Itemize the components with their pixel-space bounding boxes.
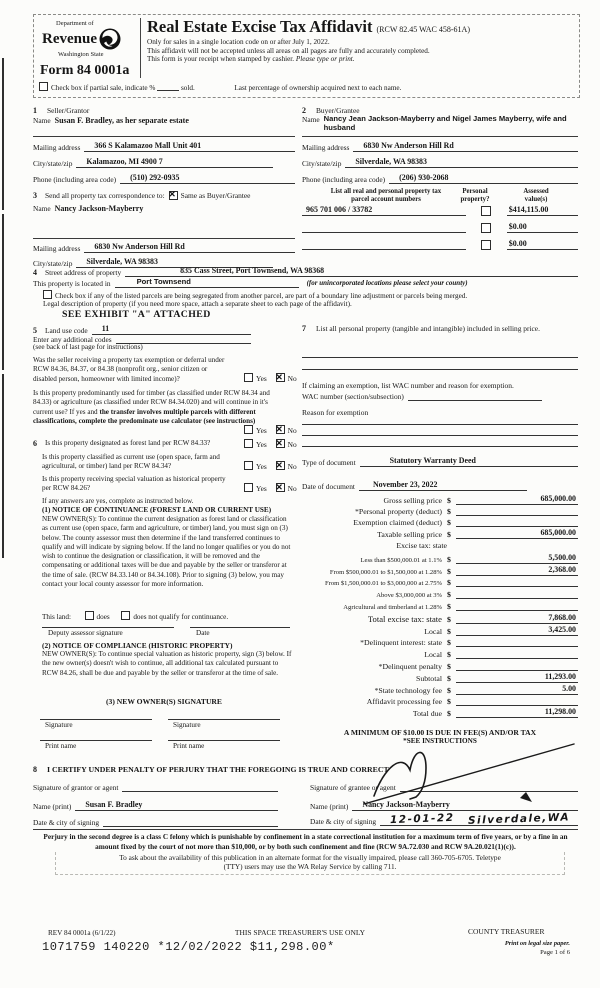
tax-row: *Delinquent interest: state $: [302, 637, 578, 647]
reason-exemption-label: Reason for exemption: [302, 408, 369, 417]
tax-row: *State technology fee $ 5.00: [374, 684, 576, 695]
header-note-1: Only for sales in a single location code on or after July 1, 2022.: [147, 38, 330, 46]
print-name-label: Print name: [173, 742, 205, 750]
this-land-label: This land:: [42, 613, 71, 621]
partial-sale-percent-input[interactable]: [157, 90, 179, 91]
parcel-value-input[interactable]: $414,115.00: [507, 205, 578, 216]
treasurer-stamp: 1071759 140220 *12/02/2022 $11,298.00*: [42, 940, 335, 954]
rule: [33, 238, 295, 239]
parcel-personal-checkbox[interactable]: [481, 240, 491, 250]
tax-row: *Personal property (deduct) $: [302, 506, 578, 516]
section3-label: Send all property tax correspondence to:: [45, 191, 165, 200]
excise-tax-header: Excise tax: state: [396, 541, 447, 550]
tax-row: Affidavit processing fee $: [302, 696, 578, 706]
segregated-checkbox[interactable]: [43, 290, 52, 299]
personal-property-label: List all personal property (tangible and intangible) included in selling price.: [316, 324, 540, 333]
header-divider: [140, 18, 141, 78]
grantor-name-input[interactable]: Susan F. Bradley: [75, 800, 278, 811]
exemption-claim-label: If claiming an exemption, list WAC number and reason for exemption.: [302, 381, 514, 390]
yes-label: Yes: [256, 440, 267, 449]
date-city-label: Date & city of signing: [33, 818, 100, 827]
located-in-input[interactable]: Port Townsend: [115, 277, 299, 288]
section4-number: 4: [33, 268, 37, 277]
checkbox-icon[interactable]: [244, 483, 253, 492]
tax-row: Exemption claimed (deduct) $: [302, 517, 578, 527]
compliance-title: (2) NOTICE OF COMPLIANCE (HISTORIC PROPERTY): [42, 641, 233, 650]
wac-number-row: [302, 391, 542, 401]
no-label: No: [287, 440, 297, 449]
tax-row: Local $: [302, 649, 578, 659]
forest-yn: [237, 439, 297, 449]
agency-sub-label: Washington State: [58, 51, 104, 58]
rev-number: REV 84 0001a (6/1/22): [48, 929, 116, 937]
buyer-phone-input[interactable]: (206) 930-2068: [389, 173, 578, 184]
parcel-row: [302, 222, 578, 233]
revenue-swirl-icon: [98, 27, 122, 51]
agency-name-label: Revenue: [42, 31, 97, 47]
scan-artifact-line: [2, 214, 4, 370]
ownership-note: Last percentage of ownership acquired next to each name.: [234, 84, 402, 92]
header-box: [33, 14, 580, 98]
same-as-buyer-checkbox[interactable]: [169, 191, 178, 200]
segregated-row: [43, 290, 578, 300]
print-name-label: Print name: [45, 742, 77, 750]
parcel-value-input[interactable]: $0.00: [507, 239, 578, 250]
street-address-row: [33, 266, 578, 277]
grantee-date-city-row: [310, 811, 578, 827]
page-title: Real Estate Excise Tax Affidavit: [147, 17, 373, 36]
same-as-buyer-label: Same as Buyer/Grantee: [180, 191, 251, 200]
checkbox-icon[interactable]: [244, 461, 253, 470]
document-type-input[interactable]: Statutory Warranty Deed: [360, 456, 578, 467]
section6-number: 6: [33, 439, 37, 449]
checkbox-icon[interactable]: [244, 425, 253, 434]
mailing-label: Mailing address: [33, 244, 81, 253]
legal-description-value[interactable]: SEE EXHIBIT "A" ATTACHED: [62, 309, 211, 320]
owner-signature-line[interactable]: [40, 719, 152, 720]
does-checkbox[interactable]: [85, 611, 94, 620]
agency-top-label: Department of: [56, 20, 94, 27]
current-use-question: Is this property classified as current use (open space, farm and agricultural, or timber) land per RCW 84.34?: [42, 453, 220, 471]
checkbox-checked-icon[interactable]: [276, 461, 285, 470]
tax-value-input[interactable]: [456, 589, 578, 599]
tax-value-input[interactable]: 5,500.00: [456, 553, 578, 564]
tax-row: From $1,500,000.01 to $3,000,000 at 2.75% $: [302, 577, 578, 587]
grantor-name-row: [33, 800, 278, 811]
tax-value-input[interactable]: 11,298.00: [456, 707, 578, 718]
tax-value-input[interactable]: [456, 696, 578, 706]
partial-sale-row: [39, 82, 401, 92]
name-label: Name: [302, 115, 320, 124]
document-type-row: [302, 456, 578, 467]
tax-row: From $500,000.01 to $1,500,000 at 1.28% $ 2,368.00: [329, 565, 576, 576]
section5-number: 5: [33, 326, 37, 335]
county-treasurer-label: COUNTY TREASURER: [468, 927, 545, 936]
header-note-3: This form is your receipt when stamped by cashier.: [147, 55, 296, 64]
timber-yn: [237, 425, 297, 435]
certify-statement: I CERTIFY UNDER PENALTY OF PERJURY THAT THE FOREGOING IS TRUE AND CORRECT: [47, 765, 389, 774]
buyer-name-input[interactable]: Nancy Jean Jackson-Mayberry and Nigel James Mayberry, wife and husband: [323, 114, 567, 132]
tax-value-input[interactable]: 11,293.00: [456, 672, 578, 683]
document-type-label: Type of document: [302, 458, 356, 467]
deputy-signature-line[interactable]: [42, 627, 174, 628]
section1-header: [33, 106, 295, 115]
header-title-block: [147, 17, 575, 64]
grantor-date-city-input[interactable]: [103, 817, 278, 827]
section7-number: 7: [302, 324, 306, 333]
tax-value-input[interactable]: 5.00: [456, 684, 578, 695]
no-label: No: [287, 484, 297, 493]
segregated-label: Check box if any of the listed parcels are being segregated from another parcel, are part of a boundary line adjustment or parcels being merged.: [55, 292, 468, 300]
buyer-phone-row: [302, 173, 578, 184]
scan-artifact-line: [2, 58, 4, 210]
historic-yn: [237, 483, 297, 493]
tax-value-input[interactable]: [456, 601, 578, 611]
correspondence-name-row: [33, 204, 295, 213]
tax-row: Total due $ 11,298.00: [412, 707, 576, 718]
seller-phone-input[interactable]: (510) 292-0935: [120, 173, 295, 184]
header-note-2: This affidavit will not be accepted unless all areas on all pages are fully and accurately completed.: [147, 46, 430, 55]
grantee-date-city-input[interactable]: [380, 811, 578, 827]
seller-phone-row: [33, 173, 295, 184]
mailing-label: Mailing address: [33, 143, 81, 152]
tax-value-input[interactable]: [456, 661, 578, 671]
additional-codes-label: Enter any additional codes: [33, 335, 112, 344]
city-label: City/state/zip: [302, 159, 342, 168]
deputy-date-label: Date: [196, 629, 210, 637]
tax-value-input[interactable]: 685,000.00: [456, 528, 578, 539]
tax-row: Gross selling price $ 685,000.00: [383, 494, 576, 505]
see-instructions-note: *SEE INSTRUCTIONS: [403, 737, 477, 745]
name-print-label: Name (print): [33, 802, 72, 811]
grantee-signature-scrawl: [360, 738, 578, 810]
does-not-checkbox[interactable]: [121, 611, 130, 620]
personal-property-line[interactable]: [302, 369, 578, 370]
buyer-city-input[interactable]: Silverdale, WA 98383: [345, 157, 578, 168]
new-owners-signature-title: (3) NEW OWNER(S) SIGNATURE: [106, 697, 222, 706]
seller-city-input[interactable]: Kalamazoo, MI 4900 7: [76, 157, 273, 168]
city-label: City/state/zip: [33, 259, 73, 268]
tax-value-input[interactable]: [456, 649, 578, 659]
land-use-input[interactable]: 11: [92, 324, 251, 335]
seller-city-row: [33, 157, 273, 168]
answers-note: If any answers are yes, complete as instructed below.: [42, 497, 194, 505]
tax-value-input[interactable]: [456, 506, 578, 516]
rule: [33, 829, 578, 830]
timber-question: [33, 389, 275, 426]
owner-signature-line[interactable]: [168, 719, 280, 720]
buyer-mailing-row: [302, 141, 578, 152]
section1-title: Seller/Grantor: [47, 106, 90, 115]
does-label: does: [96, 613, 110, 621]
handwritten-date: 12-01-22: [389, 811, 455, 827]
section2-number: 2: [302, 106, 306, 115]
deputy-date-line[interactable]: [190, 627, 290, 628]
located-in-row: [33, 277, 578, 288]
parcel-personal-header: Personal property?: [460, 188, 490, 203]
checkbox-checked-icon[interactable]: [276, 373, 285, 382]
form-number: Form 84 0001a: [40, 63, 130, 78]
tax-value-input[interactable]: [456, 517, 578, 527]
correspondence-mailing-input[interactable]: 6830 Nw Anderson Hill Rd: [84, 242, 295, 253]
checkbox-checked-icon[interactable]: [276, 439, 285, 448]
historic-question: Is this property receiving special valuation as historical property per RCW 84.26?: [42, 475, 226, 493]
grantor-signature-input[interactable]: [122, 782, 278, 792]
tax-row: Less than $500,000.01 at 1.1% $ 5,500.00: [360, 553, 576, 564]
checkbox-icon[interactable]: [244, 373, 253, 382]
parcel-row: [302, 205, 578, 216]
tax-row: Taxable selling price $ 685,000.00: [377, 528, 576, 539]
yes-label: Yes: [256, 484, 267, 493]
tax-row: *Delinquent penalty $: [302, 661, 578, 671]
name-label: Name: [33, 204, 51, 213]
parcel-row: [302, 239, 578, 250]
date-city-label: Date & city of signing: [310, 817, 377, 826]
buyer-mailing-input[interactable]: 6830 Nw Anderson Hill Rd: [353, 141, 578, 152]
exemption-yn: [237, 373, 297, 383]
revenue-logo: [42, 20, 122, 58]
checkbox-checked-icon[interactable]: [276, 483, 285, 492]
tax-value-input[interactable]: [456, 577, 578, 587]
seller-mailing-input[interactable]: 366 S Kalamazoo Mall Unit 401: [84, 141, 295, 152]
located-in-label: This property is located in: [33, 279, 111, 288]
correspondence-mailing-row: [33, 242, 295, 253]
buyer-name-row: [302, 115, 578, 132]
yes-label: Yes: [256, 374, 267, 383]
treasurer-use-label: THIS SPACE TREASURER'S USE ONLY: [234, 928, 366, 937]
tax-row: Above $3,000,000 at 3% $: [302, 589, 578, 599]
rule: [302, 136, 578, 137]
seller-mailing-row: [33, 141, 295, 152]
rule: [33, 136, 295, 137]
section1-number: 1: [33, 106, 37, 115]
yes-label: Yes: [256, 462, 267, 471]
minimum-due-note: A MINIMUM OF $10.00 IS DUE IN FEE(S) AND/OR TAX: [343, 728, 537, 737]
reason-exemption-line[interactable]: [302, 424, 578, 425]
name-label: Name: [33, 116, 51, 125]
compliance-body: NEW OWNER(S): To continue special valuation as historic property, sign (3) below. If the new owner(s) doesn't wish to continue, all additional tax calculated pursuant to RCW 84.26, shall be due and payable by the seller or transferor at the time of sale.: [42, 650, 292, 677]
tax-value-input[interactable]: [456, 637, 578, 647]
current-use-yn: [237, 461, 297, 471]
checkbox-checked-icon[interactable]: [276, 425, 285, 434]
additional-codes-note: (see back of last page for instructions): [33, 343, 143, 351]
tax-value-input[interactable]: 2,368.00: [456, 565, 578, 576]
no-label: No: [287, 462, 297, 471]
document-date-input[interactable]: November 23, 2022: [359, 480, 527, 491]
city-label: City/state/zip: [33, 159, 73, 168]
legal-description-label: Legal description of property (if you need more space, attach a separate sheet to each page of the affidavit).: [43, 300, 352, 308]
legal-size-note: Print on legal size paper.: [504, 940, 570, 947]
grantee-name-input[interactable]: Nancy Jackson-Mayberry: [352, 800, 578, 811]
alternate-format-note: [55, 852, 565, 875]
wac-number-input[interactable]: [408, 391, 542, 401]
timber-question-bold: the transfer involves multiple parcels with different classifications, complete the predominate use calculator (see instructions): [33, 407, 256, 425]
no-label: No: [287, 374, 297, 383]
continuance-body-1: NEW OWNER(S): To continue the current designation as forest land or classification as current use (open space, farm and agriculture, or timber) land, you must sign on (3) below. The county assessor must then determine if the land transferred continues to qualify and will indicate by signing below. If the land no longer qualifies or you do not wish to continue the designation or classification, it will be removed and the compensating or additional taxes will be due and payable by the seller or transferor at the time of sale. (RCW 84.33.140 or 84.34.108). Prior to signing (3) below, you may contact your local county assessor for more information.: [42, 515, 291, 589]
perjury-statement: Perjury in the second degree is a class C felony which is punishable by confinement in a state correctional institution for a maximum term of five years, or by a fine in an amount fixed by the court of not more than $10,000, or by both such confinement and fine (RCW 9A.72.030 and RCW 9A.20.021(1)(c)).: [43, 832, 568, 851]
owner-print-line[interactable]: [40, 740, 152, 741]
parcel-assessed-header: Assessed value(s): [523, 188, 549, 203]
tax-value-input[interactable]: 7,868.00: [456, 613, 578, 624]
tax-row: Agricultural and timberland at 1.28% $: [302, 601, 578, 611]
yes-label: Yes: [256, 426, 267, 435]
parcel-number-input[interactable]: [302, 240, 466, 250]
deputy-signature-label: Deputy assessor signature: [48, 629, 123, 637]
seller-name-input[interactable]: Susan F. Bradley, as her separate estate: [54, 116, 189, 125]
tax-row: Local $ 3,425.00: [424, 625, 576, 636]
street-address-label: Street address of property: [45, 268, 122, 277]
forest-question-row: [33, 439, 233, 448]
forest-question: Is this property designated as forest land per RCW 84.33?: [45, 439, 211, 447]
section2-title: Buyer/Grantee: [316, 106, 360, 115]
reason-exemption-line[interactable]: [302, 446, 578, 447]
section7-header: [302, 324, 578, 333]
section3-header: [33, 191, 295, 200]
parcel-number-input[interactable]: [302, 223, 466, 233]
timber-question-normal: Is this property predominantly used for timber (as classified under RCW 84.34 and 84.33) or agriculture (as classified under RCW 84.34.020) and will continue in it's current use? If yes and: [33, 389, 270, 416]
tax-value-input[interactable]: 3,425.00: [456, 625, 578, 636]
phone-label: Phone (including area code): [302, 175, 386, 184]
partial-sale-label: Check box if partial sale, indicate %: [51, 84, 156, 92]
scan-artifact-line: [2, 374, 4, 558]
grantee-signature-label: Signature of grantee or agent: [310, 783, 396, 792]
parcel-numbers-header: List all real and personal property tax parcel account numbers: [330, 188, 442, 203]
handwritten-city: Silverdale,WA: [467, 811, 571, 827]
tax-row: Total excise tax: state $ 7,868.00: [367, 613, 576, 624]
does-not-label: does not qualify for continuance.: [133, 613, 229, 621]
buyer-city-row: [302, 157, 578, 168]
page-indicator: Page 1 of 6: [540, 949, 570, 956]
alternate-format-line2: (TTY) users may use the WA Relay Service by calling 711.: [223, 862, 397, 871]
document-date-label: Date of document: [302, 482, 355, 491]
reason-exemption-line[interactable]: [302, 435, 578, 436]
parcel-personal-checkbox[interactable]: [481, 206, 491, 216]
seller-name-row: [33, 116, 295, 125]
phone-label: Phone (including area code): [33, 175, 117, 184]
grantor-signature-row: [33, 782, 278, 792]
document-date-row: [302, 480, 527, 491]
partial-sale-checkbox[interactable]: [39, 82, 48, 91]
grantor-date-city-row: [33, 817, 278, 827]
exemption-question: Was the seller receiving a property tax exemption or deferral under RCW 84.36, 84.37, or 84.38 (nonprofit org., senior citizen or disabled person, homeowner with limited income)?: [33, 356, 225, 383]
land-use-label: Land use code: [45, 326, 88, 335]
tax-value-input[interactable]: 685,000.00: [456, 494, 578, 505]
alternate-format-line1: To ask about the availability of this publication in an alternate format for the visually impaired, please call 360-705-6705. Teletype: [119, 853, 501, 862]
checkbox-icon[interactable]: [244, 439, 253, 448]
correspondence-city-input[interactable]: Silverdale, WA 98383: [76, 257, 273, 268]
page-title-rcw: (RCW 82.45 WAC 458-61A): [376, 25, 470, 34]
land-qualify-row: [42, 611, 228, 621]
located-in-note: (for unincorporated locations please select your county): [306, 279, 468, 287]
partial-sale-sold-label: sold.: [180, 84, 195, 92]
wac-number-label: WAC number (section/subsection): [302, 392, 404, 401]
parcel-number-input[interactable]: 965 701 006 / 33782: [302, 205, 466, 216]
continuance-title-1: (1) NOTICE OF CONTINUANCE (FOREST LAND OR CURRENT USE): [42, 506, 272, 514]
street-address-input[interactable]: 835 Cass Street, Port Townsend, WA 98368: [125, 266, 578, 277]
parcel-value-input[interactable]: $0.00: [507, 222, 578, 233]
tax-row: Subtotal $ 11,293.00: [416, 672, 576, 683]
owner-print-line[interactable]: [168, 740, 280, 741]
grantor-signature-label: Signature of grantor or agent: [33, 783, 119, 792]
no-label: No: [287, 426, 297, 435]
name-print-label: Name (print): [310, 802, 349, 811]
section8-number: 8: [33, 765, 37, 774]
correspondence-name-input[interactable]: Nancy Jackson-Mayberry: [54, 204, 144, 213]
section3-number: 3: [33, 191, 37, 200]
header-note-3-italic: Please type or print.: [295, 55, 355, 64]
mailing-label: Mailing address: [302, 143, 350, 152]
personal-property-line[interactable]: [302, 357, 578, 358]
parcel-personal-checkbox[interactable]: [481, 223, 491, 233]
signature-label: Signature: [173, 721, 201, 729]
signature-label: Signature: [45, 721, 73, 729]
